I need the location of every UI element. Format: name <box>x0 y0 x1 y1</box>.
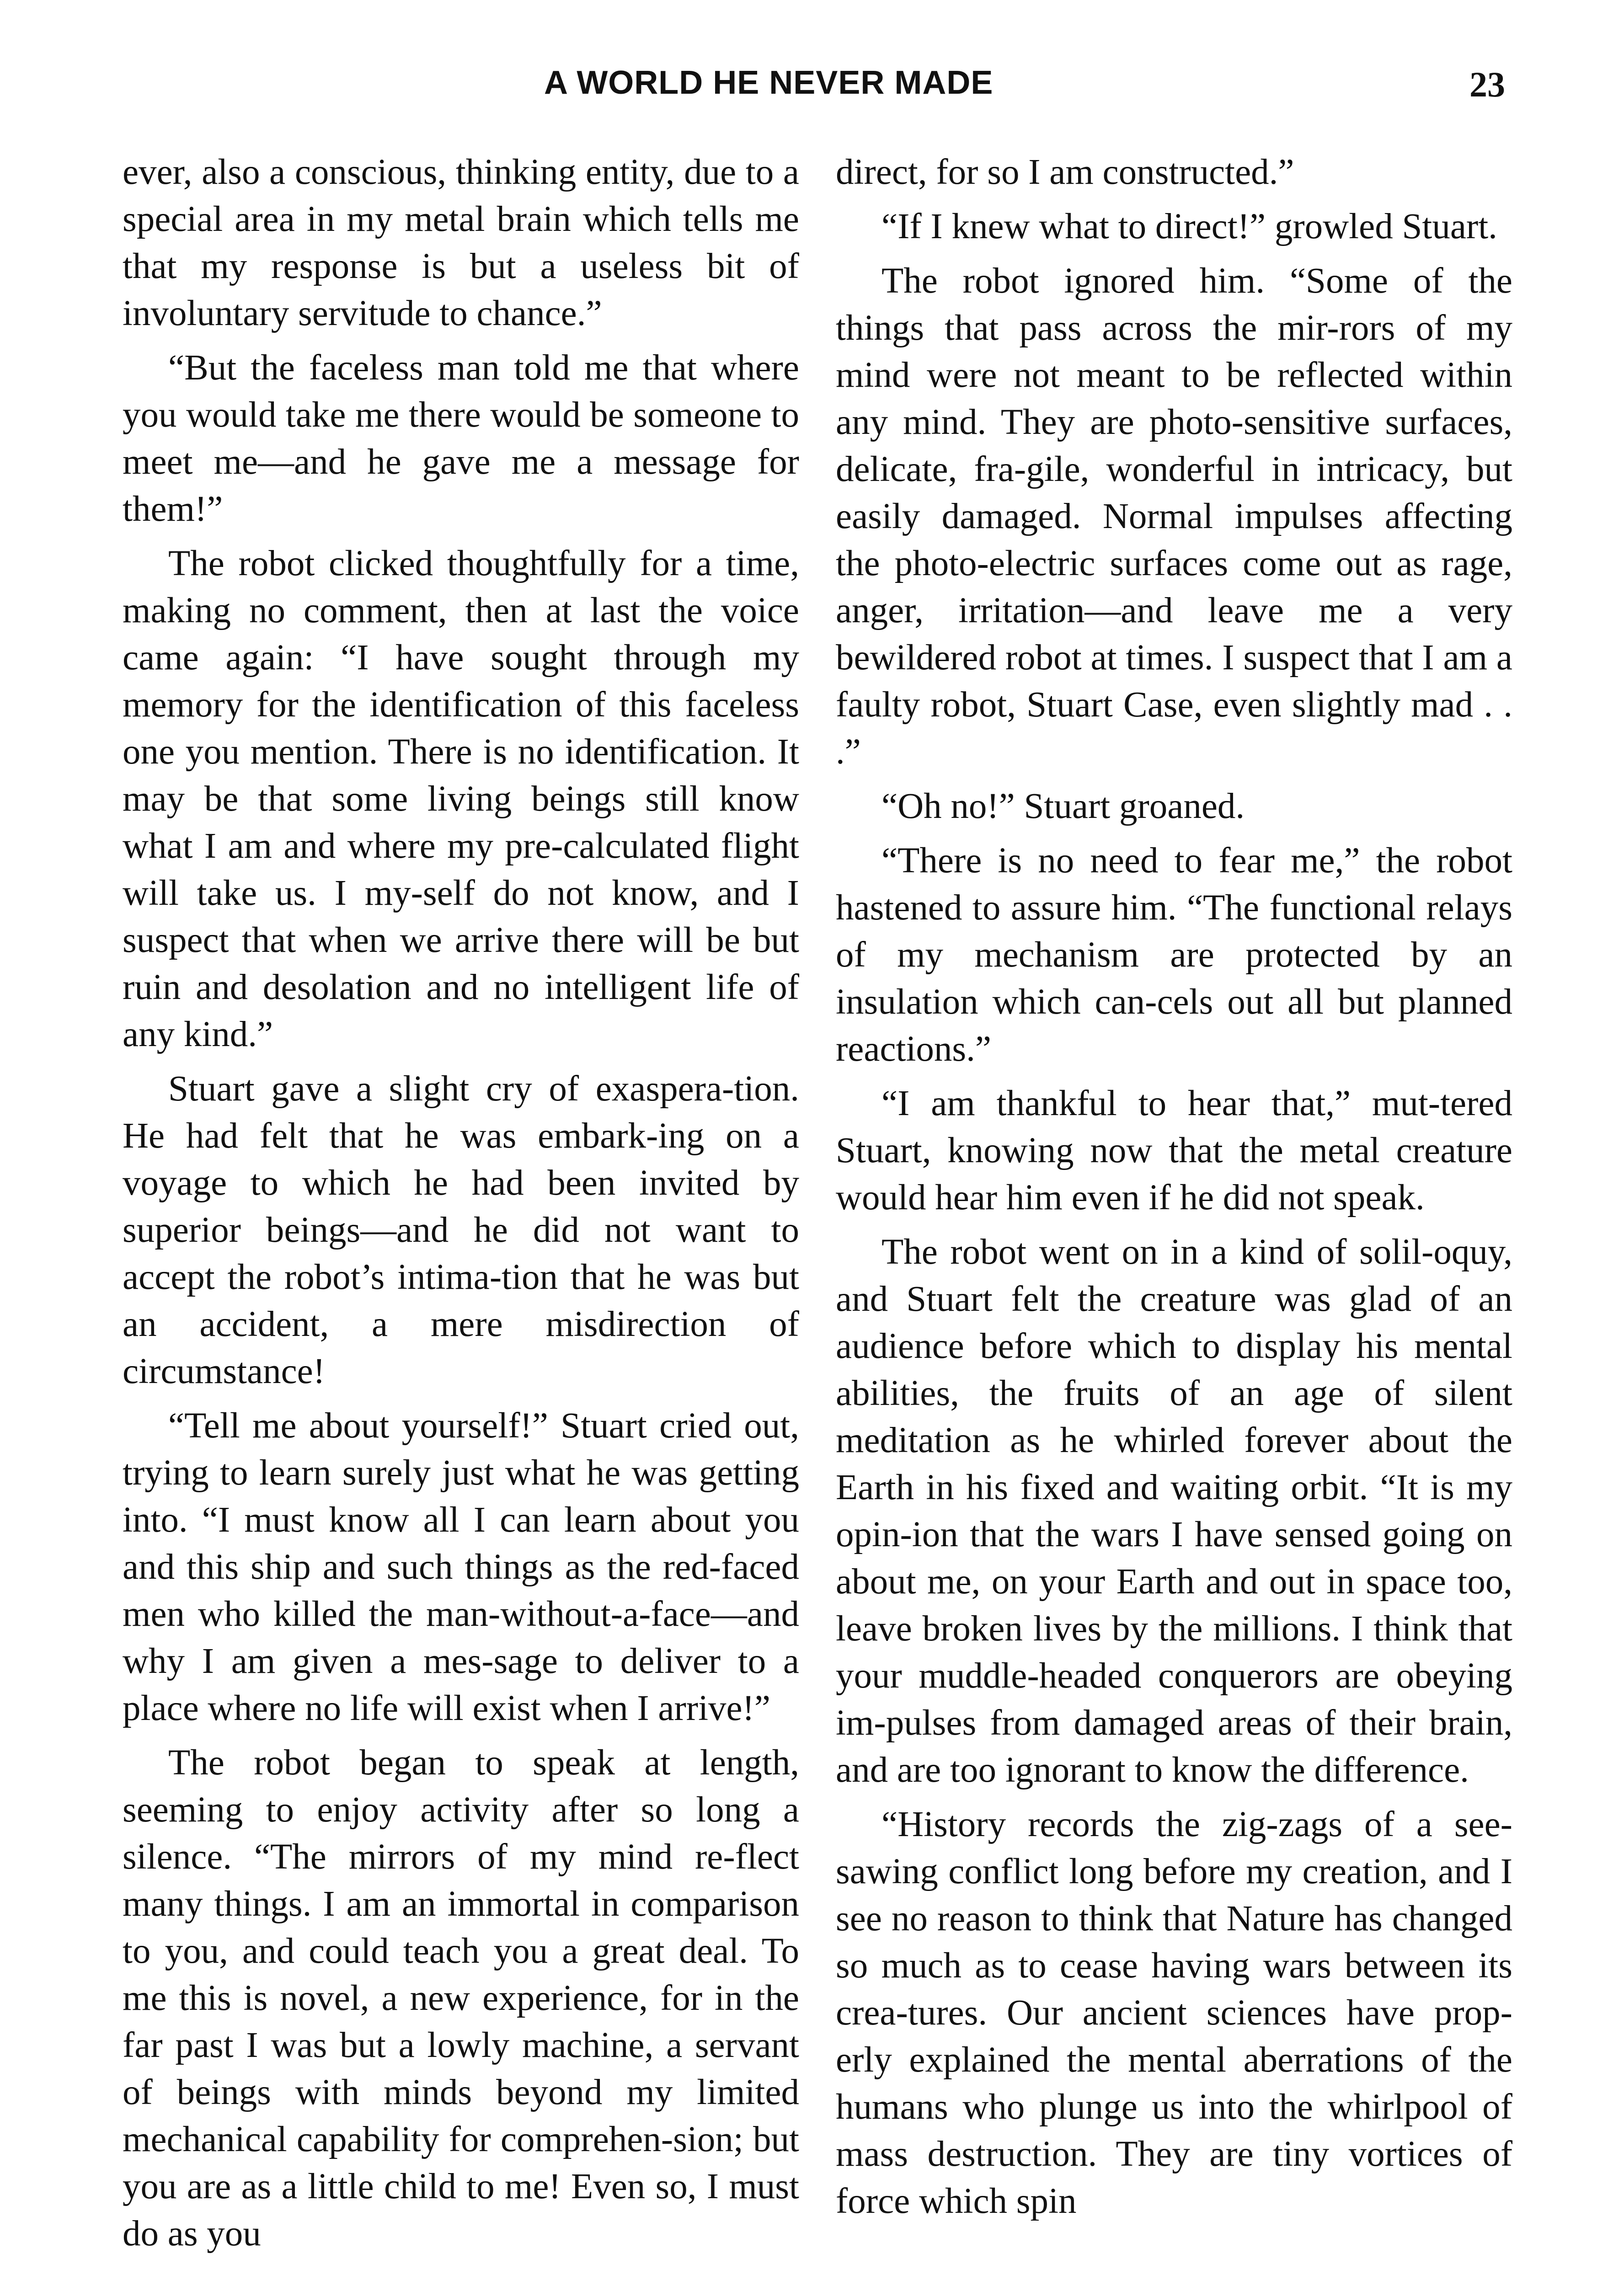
paragraph: ever, also a conscious, thinking entity, due to a special area in my metal brain which tells me that my response is but a useless bit of involuntary servitude to chance.” <box>123 152 799 333</box>
paragraph: The robot went on in a kind of solil-oquy, and Stuart felt the creature was glad of an audience before which to display his mental abilities, the fruits of an age of silent meditation as he whirled forever about the Earth in his fixed and waiting orbit. “It is my opin-ion that the wars I have sensed going on about me, on your Earth and out in space too, leave broken lives by the millions. I think that your muddle-headed conquerors are obeying im-pulses from damaged areas of their brain, and are too ignorant to know the difference. <box>836 1232 1512 1790</box>
paragraph: Stuart gave a slight cry of exaspera-tion. He had felt that he was embark-ing on a voyage to which he had been invited by superior beings—and he did not want to accept the robot’s intima-tion that he was but an accident, a mere misdirection of circumstance! <box>123 1069 799 1391</box>
paragraph: “There is no need to fear me,” the robot hastened to assure him. “The functional relays of my mechanism are protected by an insulation which can-cels out all but planned reactions.” <box>836 841 1512 1069</box>
paragraph: “Tell me about yourself!” Stuart cried out, trying to learn surely just what he was getting into. “I must know all I can learn about you and this ship and such things as the red-faced men who killed the man-without-a-face—and why I am given a mes-sage to deliver to a place where no life will exist when I arrive!” <box>123 1406 799 1728</box>
paragraph: “History records the zig-zags of a see-sawing conflict long before my creation, and I see no reason to think that Nature has changed so much as to cease having wars between its crea-tures. Our ancient sciences have prop-erly explained the mental aberrations of the humans who plunge us into the whirlpool of mass destruction. They are tiny vortices of force which spin <box>836 1805 1512 2221</box>
running-title: A WORLD HE NEVER MADE <box>544 64 994 101</box>
paragraph: “But the faceless man told me that where you would take me there would be someone to meet me—and he gave me a message for them!” <box>123 348 799 529</box>
paragraph: “I am thankful to hear that,” mut-tered Stuart, knowing now that the metal creature would hear him even if he did not speak. <box>836 1084 1512 1218</box>
paragraph: The robot clicked thoughtfully for a time, making no comment, then at last the voice came again: “I have sought through my memory for the identification of this faceless one you mention. There is no identification. It may be that some living beings still know what I am and where my pre-calculated flight will take us. I my-self do not know, and I suspect that when we arrive there will be but ruin and desolation and no intelligent life of any kind.” <box>123 544 799 1054</box>
page-number: 23 <box>1469 64 1505 104</box>
paragraph: The robot began to speak at length, seeming to enjoy activity after so long a silence. “The mirrors of my mind re-flect many things. I am an immortal in comparison to you, and could teach you a great deal. To me this is novel, a new experience, for in the far past I was but a lowly machine, a servant of beings with minds beyond my limited mechanical capability for comprehen-sion; but you are as a little child to me! Even so, I must do as you <box>123 1743 799 2254</box>
paragraph: direct, for so I am constructed.” <box>836 152 1294 192</box>
paragraph: “If I knew what to direct!” growled Stuart. <box>881 207 1497 246</box>
left-column <box>123 149 799 2257</box>
paragraph: “Oh no!” Stuart groaned. <box>881 786 1245 826</box>
paragraph: The robot ignored him. “Some of the things that pass across the mir-rors of my mind were not meant to be reflected within any mind. They are photo-sensitive surfaces, delicate, fra-gile, wonderful in intricacy, but easily damaged. Normal impulses affecting the photo-electric surfaces come out as rage, anger, irritation—and leave me a very bewildered robot at times. I suspect that I am a faulty robot, Stuart Case, even slightly mad . . .” <box>836 261 1512 772</box>
right-column <box>836 149 1512 2225</box>
